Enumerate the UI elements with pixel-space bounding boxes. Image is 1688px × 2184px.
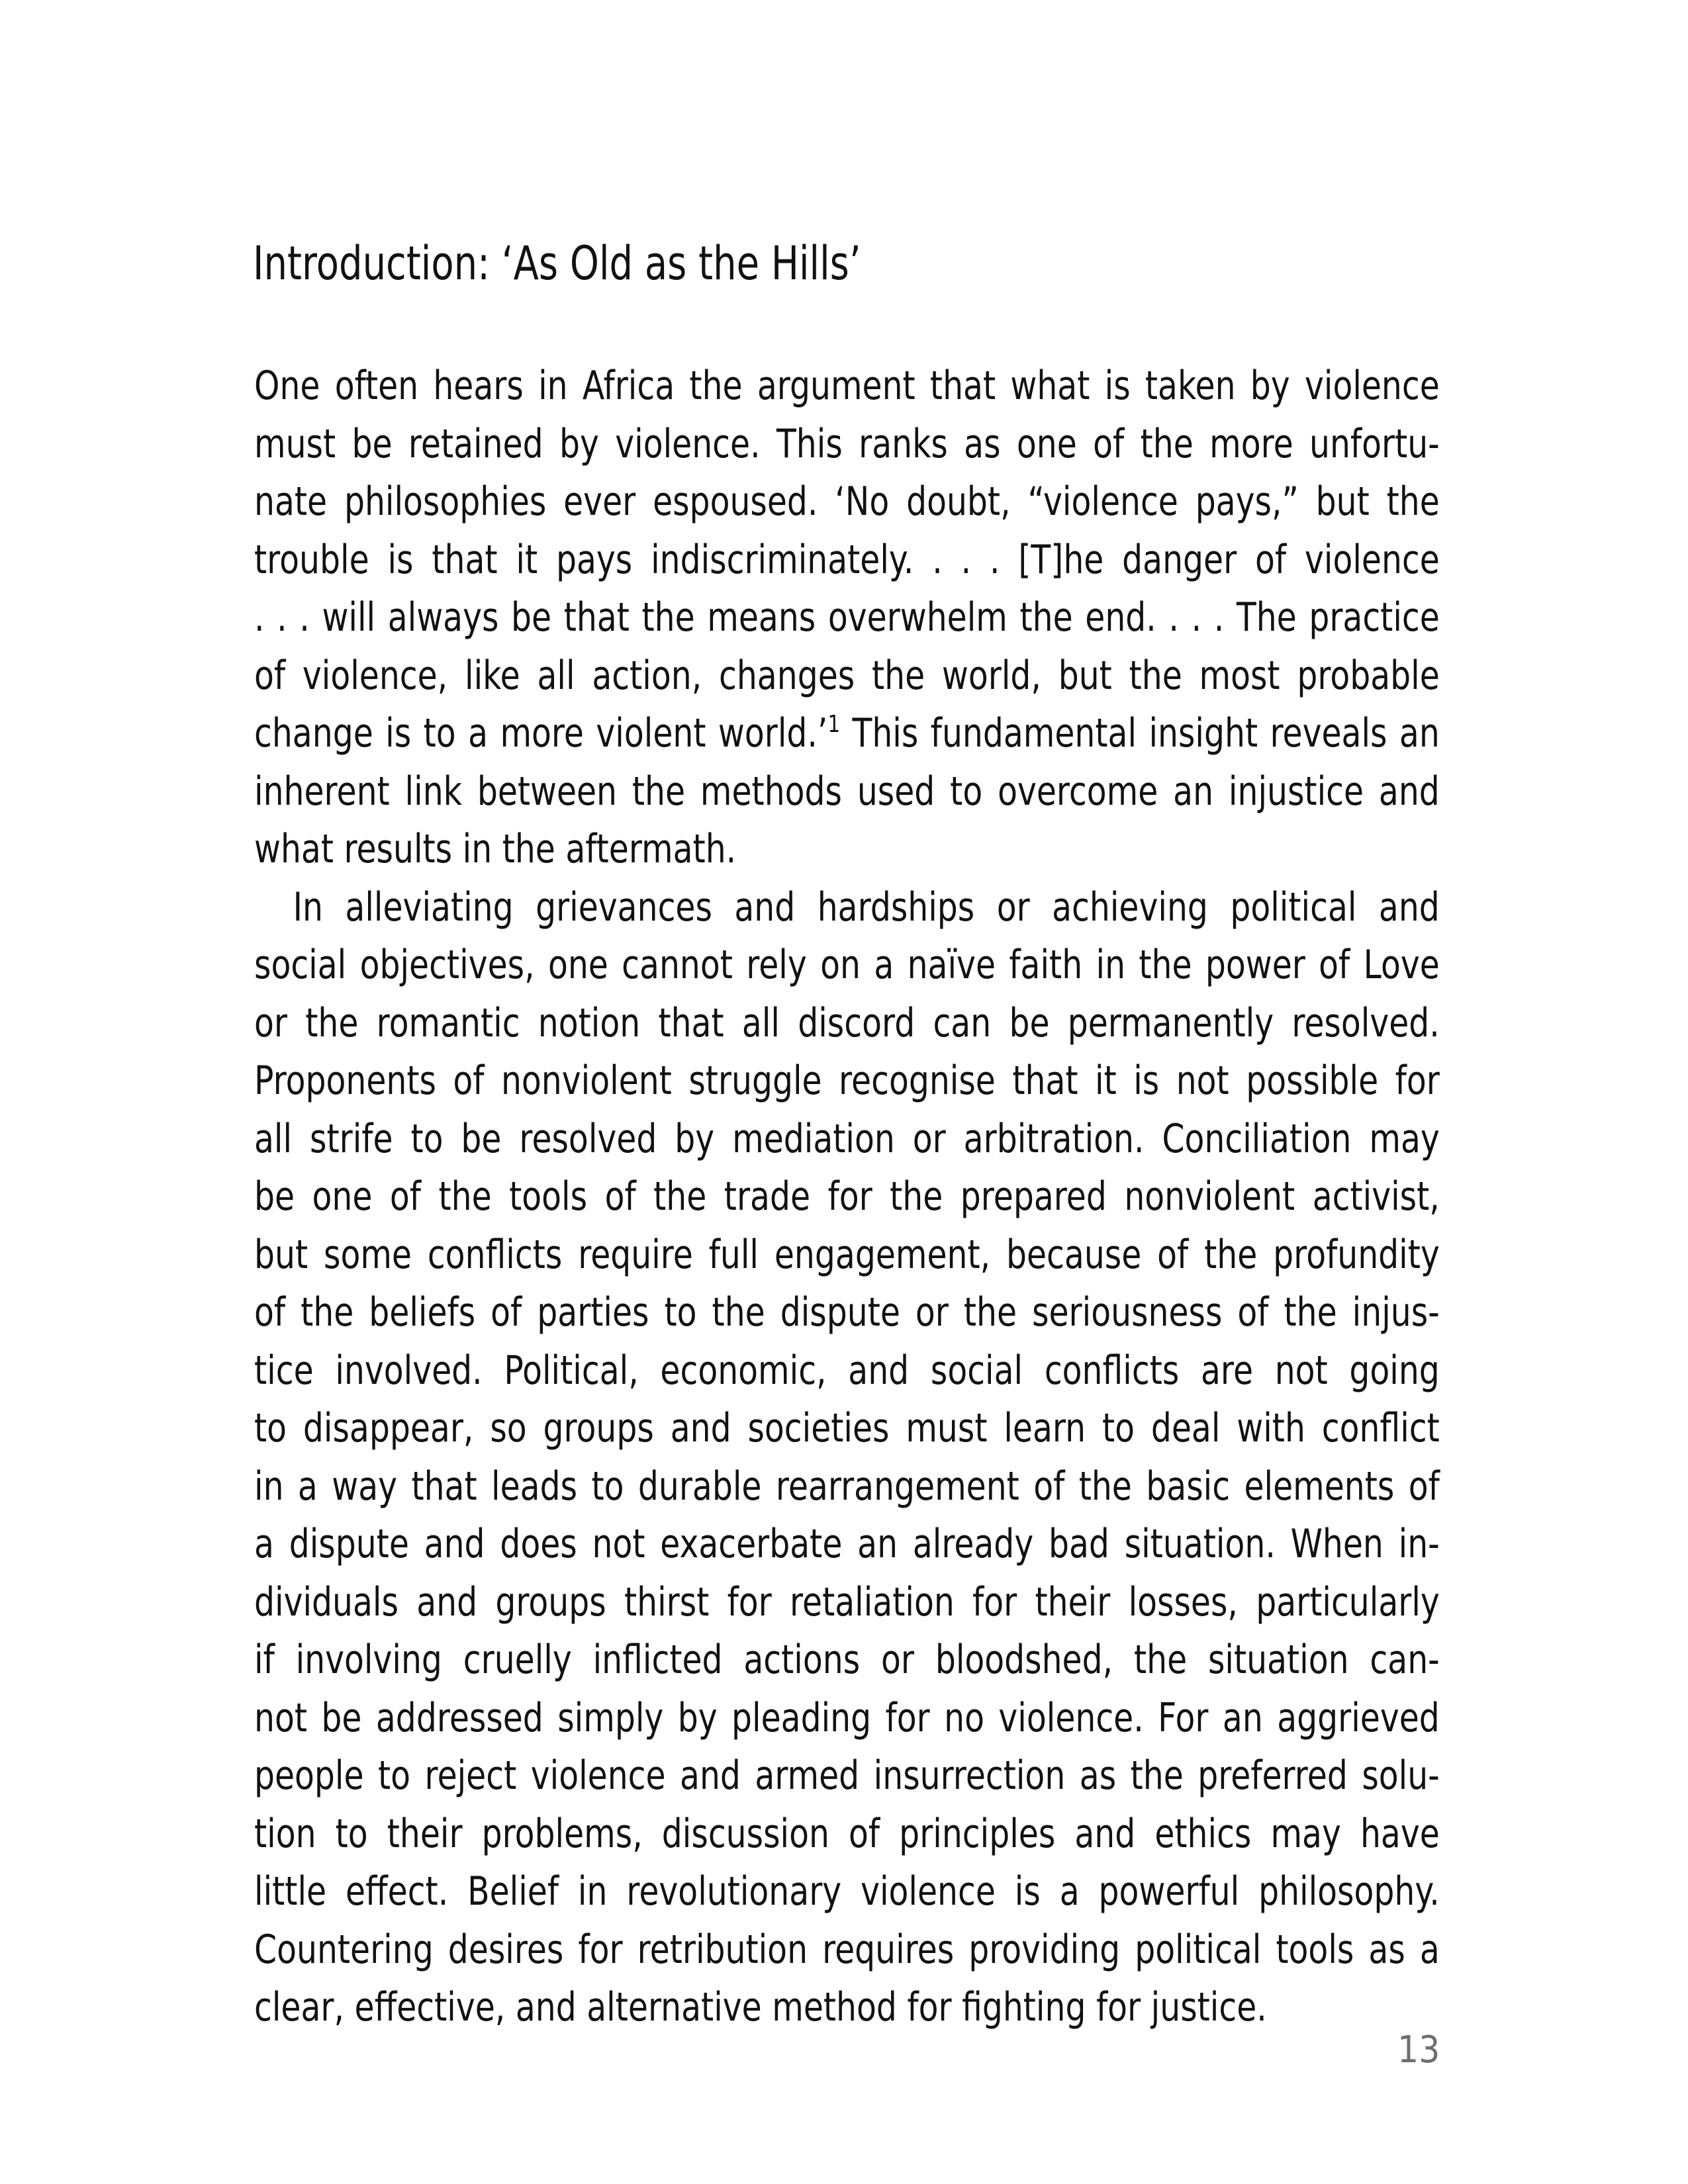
text-line: must be retained by violence. This ranks as one of the more unfortu- [254,420,1440,467]
line-continuation: This fundamental insight reveals an [840,710,1440,756]
text-line: clear, effective, and alternative method for fighting for justice. [254,1984,1267,2030]
chapter-title: Introduction: ‘As Old as the Hills’ [253,236,861,291]
text-line: In alleviating grievances and hardships or achieving political and [293,884,1440,931]
text-line: Proponents of nonviolent struggle recognise that it is not possible for [254,1058,1440,1104]
text-line: in a way that leads to durable rearrangement of the basic elements of [254,1463,1440,1510]
text-line: not be addressed simply by pleading for no violence. For an aggrieved [254,1694,1440,1741]
text-line: Countering desires for retribution requires providing political tools as a [254,1926,1440,1973]
text-line: what results in the aftermath. [254,826,737,872]
text-line: nate philosophies ever espoused. ‘No doubt, “violence pays,” but the [254,478,1440,525]
text-line: if involving cruelly inflicted actions or bloodshed, the situation can- [254,1637,1440,1683]
body-text [254,357,1440,2037]
text-line: to disappear, so groups and societies must learn to deal with conflict [254,1405,1440,1451]
page-number: 13 [1397,2028,1440,2071]
text-line: all strife to be resolved by mediation or arbitration. Conciliation may [254,1115,1440,1162]
text-line: tion to their problems, discussion of principles and ethics may have [254,1810,1440,1857]
footnote-reference[interactable]: 1 [827,711,841,738]
text-line: trouble is that it pays indiscriminately. . . . [T]he danger of violence [254,536,1440,583]
text-line: a dispute and does not exacerbate an already bad situation. When in- [254,1521,1440,1567]
text-line: be one of the tools of the trade for the prepared nonviolent activist, [254,1173,1440,1220]
text-line: of violence, like all action, changes the world, but the most probable [254,652,1440,699]
text-line: tice involved. Political, economic, and social conflicts are not going [254,1347,1440,1394]
text-line: dividuals and groups thirst for retaliation for their losses, particularly [254,1578,1440,1625]
text-line-with-footnote [254,705,1440,763]
text-line: or the romantic notion that all discord can be permanently resolved. [254,999,1440,1046]
text-line: . . . will always be that the means overwhelm the end. . . . The practice [254,594,1440,641]
text-line: people to reject violence and armed insurrection as the preferred solu- [254,1752,1440,1799]
text-line: but some conflicts require full engagement, because of the profundity [254,1231,1440,1278]
text-line: One often hears in Africa the argument that what is taken by violence [254,363,1440,409]
text-line: social objectives, one cannot rely on a naïve faith in the power of Love [254,942,1440,988]
text-line: little effect. Belief in revolutionary violence is a powerful philosophy. [254,1868,1440,1915]
paragraph-2 [254,879,1440,2037]
paragraph-1 [254,357,1440,879]
text-line: inherent link between the methods used to overcome an injustice and [254,768,1440,815]
text-line: of the beliefs of parties to the dispute or the seriousness of the injus- [254,1289,1440,1336]
quote-end: change is to a more violent world.’ [254,710,828,756]
